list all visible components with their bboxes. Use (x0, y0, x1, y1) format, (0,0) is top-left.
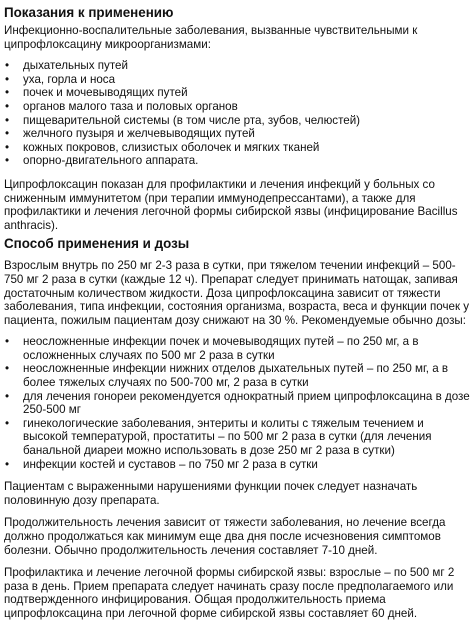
list-item: • для лечения гонореи рекомендуется однократный прием ципрофлоксацина в дозе 250-500 мг (4, 390, 470, 417)
indications-list (4, 59, 470, 168)
indications-intro: Инфекционно-воспалительные заболевания, вызванные чувствительными к ципрофлоксацину микроорганизмами: (4, 24, 418, 51)
anthrax-paragraph: Профилактика и лечение легочной формы сибирской язвы: взрослые – по 500 мг 2 раза в день. Прием препарата следует начинать сразу после предполагаемого или подтвержденного инфицирования. Общая продолжительность приема ципрофлоксацина при легочной форме сибирской язвы составляет 60 дней. (4, 566, 455, 620)
list-item: • неосложненные инфекции почек и мочевыводящих путей – по 250 мг, а в осложненных случаях по 500 мг 2 раза в сутки (4, 335, 470, 362)
dosage-list (4, 335, 470, 471)
list-item: • пищеварительной системы (в том числе рта, зубов, челюстей) (4, 114, 470, 128)
dosage-heading: Способ применения и дозы (4, 236, 190, 252)
indications-note: Ципрофлоксацин показан для профилактики и лечения инфекций у больных со сниженным иммунитетом (при терапии иммунодепрессантами), а также для профилактики и лечения легочной формы сибирской язвы (инфицирование Bacillus anthracis). (4, 177, 458, 232)
list-item: • инфекции костей и суставов – по 750 мг 2 раза в сутки (4, 458, 470, 472)
kidney-paragraph: Пациентам с выраженными нарушениями функции почек следует назначать половинную дозу препарата. (4, 480, 418, 507)
duration-paragraph: Продолжительность лечения зависит от тяжести заболевания, но лечение всегда должно продолжаться как минимум еще два дня после исчезновения симптомов болезни. Обычно продолжительность лечения составляет 7-10 дней. (4, 516, 446, 557)
list-item: • опорно-двигательного аппарата. (4, 154, 470, 168)
list-item: • гинекологические заболевания, энтериты и колиты с тяжелым течением и высокой температурой, простатиты – по 500 мг 2 раза в сутки (для лечения банальной диареи можно использовать в дозе 250 мг 2 раза в сутки) (4, 417, 470, 458)
list-item: • почек и мочевыводящих путей (4, 86, 470, 100)
list-item: • кожных покровов, слизистых оболочек и мягких тканей (4, 141, 470, 155)
list-item: • органов малого таза и половых органов (4, 100, 470, 114)
list-item: • уха, горла и носа (4, 73, 470, 87)
list-item: • желчного пузыря и желчевыводящих путей (4, 127, 470, 141)
indications-heading: Показания к применению (4, 5, 174, 20)
list-item: • дыхательных путей (4, 59, 470, 73)
list-item: • неосложненные инфекции нижних отделов дыхательных путей – по 250 мг, а в более тяжелых случаях по 500-700 мг, 2 раза в сутки (4, 362, 470, 389)
dosage-intro: Взрослым внутрь по 250 мг 2-3 раза в сутки, при тяжелом течении инфекций – 500-750 мг 2 раза в сутки (каждые 12 ч). Препарат следует принимать натощак, запивая достаточным количеством жидкости. Доза ципрофлоксацина зависит от тяжести заболевания, типа инфекции, состояния организма, возраста, веса и функции почек у пациента, пожилым пациентам дозу снижают на 30 %. Рекомендуемые обычно дозы: (4, 259, 470, 327)
